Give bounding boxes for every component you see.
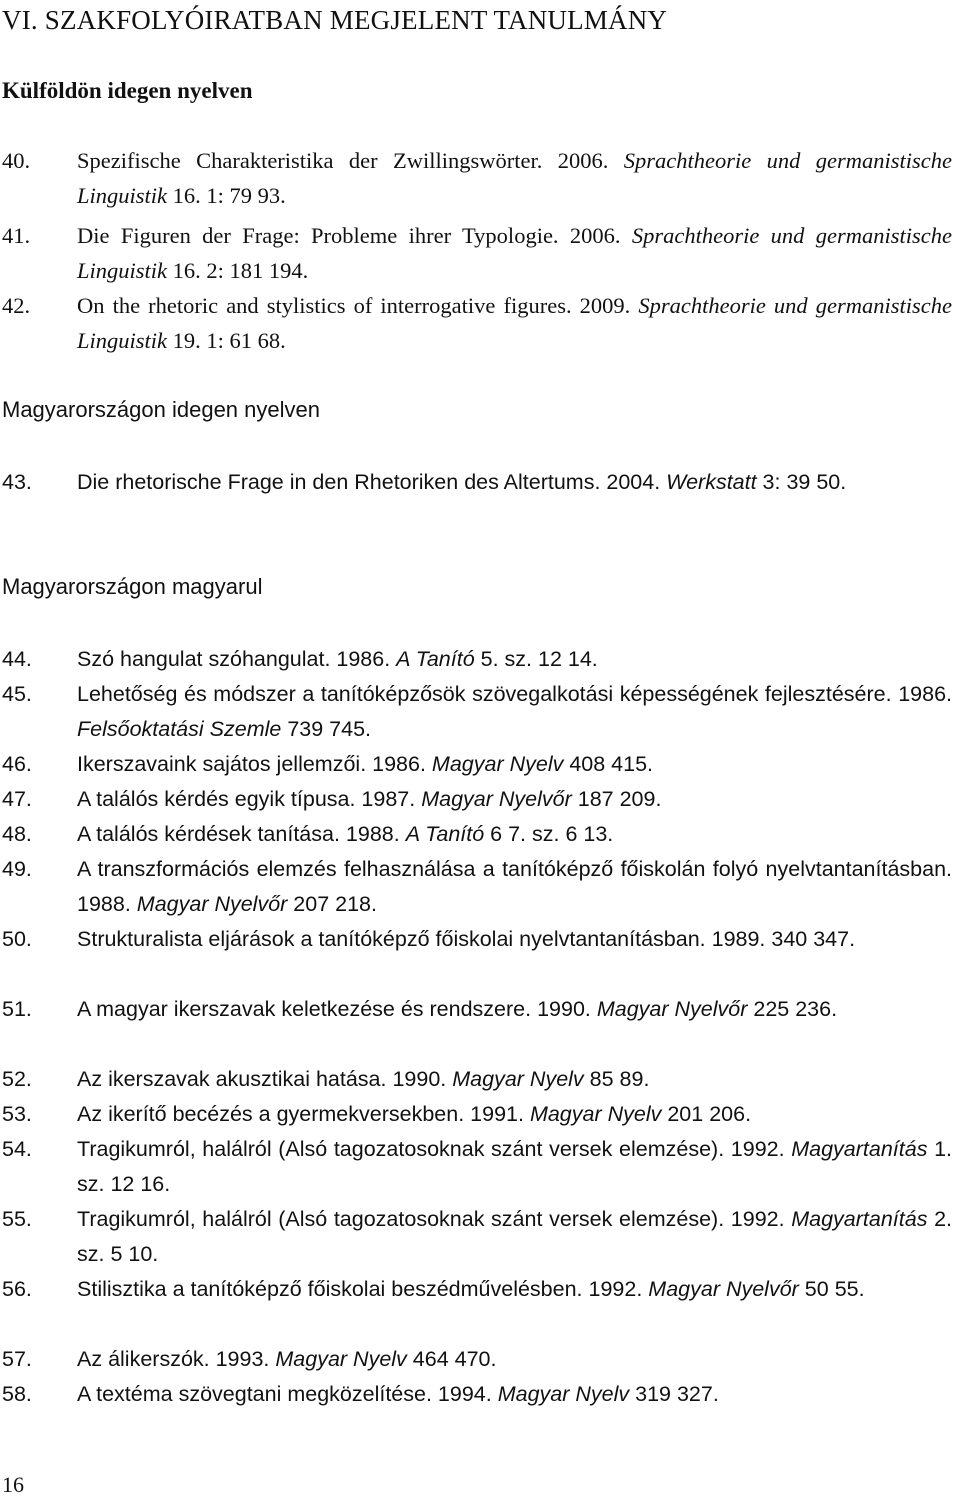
- entry-number: 56.: [2, 1277, 32, 1301]
- chapter-title: VI. SZAKFOLYÓIRATBAN MEGJELENT TANULMÁNY: [2, 5, 668, 35]
- entry-source: Magyar Nyelvőr: [648, 1277, 799, 1301]
- entry-title: On the rhetoric and stylistics of interrogative figures. 2009.: [77, 293, 639, 318]
- entry-source: Magyar Nyelvőr: [136, 892, 288, 916]
- entry-source: A Tanító: [405, 822, 485, 846]
- entry-pages: 225 236.: [747, 997, 838, 1021]
- entry-source: Magyar Nyelv: [275, 1347, 407, 1371]
- entry-source: Magyar Nyelvőr: [421, 787, 572, 811]
- entry-title: Szó hangulat szóhangulat. 1986.: [77, 647, 397, 671]
- entry-source: Magyar Nyelv: [431, 752, 564, 776]
- entry-number: 43.: [2, 470, 32, 494]
- entry-number: 54.: [2, 1137, 32, 1161]
- entry-source: Werkstatt: [666, 470, 757, 494]
- section-heading-hungary-hungarian: Magyarországon magyarul: [2, 574, 263, 599]
- entry-pages: 16. 2: 181 194.: [167, 258, 309, 283]
- entry-pages: 464 470.: [406, 1347, 497, 1371]
- entry-source: Magyartanítás: [791, 1207, 928, 1231]
- entry-number: 57.: [2, 1347, 32, 1371]
- entry-source: Sprachtheorie und germanistische Linguistik: [77, 293, 952, 353]
- entry-source: Sprachtheorie und germanistische Linguistik: [77, 223, 952, 283]
- entry-pages: 319 327.: [629, 1382, 719, 1406]
- entry-title: A magyar ikerszavak keletkezése és rendszere. 1990.: [77, 997, 597, 1021]
- entry-title: Tragikumról, halálról (Alsó tagozatosoknak szánt versek elemzése). 1992.: [77, 1137, 792, 1161]
- entry-number: 55.: [2, 1207, 32, 1231]
- entry-title: Ikerszavaink sajátos jellemzői. 1986.: [77, 752, 432, 776]
- entry-pages: 207 218.: [287, 892, 377, 916]
- entry-number: 51.: [2, 997, 32, 1021]
- entry-number: 50.: [2, 927, 32, 951]
- entry-title: Az ikerszavak akusztikai hatása. 1990.: [77, 1067, 453, 1091]
- entry-title: A transzformációs elemzés felhasználása a tanítóképző főiskolán folyó nyelvtantanításban. 1988.: [77, 857, 952, 916]
- entry-title: Die rhetorische Frage in den Rhetoriken des Altertums. 2004.: [77, 470, 667, 494]
- entry-pages: 739 745.: [281, 717, 372, 741]
- entry-source: Magyar Nyelvőr: [596, 997, 748, 1021]
- entry-number: 42.: [2, 293, 31, 318]
- entry-number: 53.: [2, 1102, 32, 1126]
- entry-title: Az álikerszók. 1993.: [77, 1347, 276, 1371]
- entry-title: Die Figuren der Frage: Probleme ihrer Typologie. 2006.: [77, 223, 632, 248]
- entry-source: Magyar Nyelv: [529, 1102, 662, 1126]
- section-heading-abroad: Külföldön idegen nyelven: [2, 78, 253, 103]
- entry-title: Lehetőség és módszer a tanítóképzősök szövegalkotási képességének fejlesztésére. 1986.: [77, 682, 952, 706]
- entry-source: Magyartanítás: [791, 1137, 928, 1161]
- entry-pages: 201 206.: [661, 1102, 752, 1126]
- entry-pages: 19. 1: 61 68.: [167, 328, 286, 353]
- entry-pages: 5. sz. 12 14.: [474, 647, 598, 671]
- entry-title: Strukturalista eljárások a tanítóképző főiskolai nyelvtantanításban. 1989. 340 347.: [77, 927, 856, 951]
- entry-number: 52.: [2, 1067, 32, 1091]
- entry-pages: 50 55.: [798, 1277, 865, 1301]
- section-heading-hungary-foreign: Magyarországon idegen nyelven: [2, 397, 320, 422]
- entry-source: Felsőoktatási Szemle: [77, 717, 282, 741]
- entry-title: A találós kérdések tanítása. 1988.: [77, 822, 406, 846]
- entry-pages: 85 89.: [583, 1067, 650, 1091]
- entry-pages: 3: 39 50.: [756, 470, 847, 494]
- entry-title: Az ikerítő becézés a gyermekversekben. 1991.: [77, 1102, 530, 1126]
- entry-number: 49.: [2, 857, 32, 881]
- entry-source: A Tanító: [396, 647, 475, 671]
- entry-title: Tragikumról, halálról (Alsó tagozatosoknak szánt versek elemzése). 1992.: [77, 1207, 792, 1231]
- entry-pages: 187 209.: [571, 787, 662, 811]
- entry-number: 45.: [2, 682, 32, 706]
- entry-number: 48.: [2, 822, 32, 846]
- entry-title: Spezifische Charakteristika der Zwillingswörter. 2006.: [77, 148, 624, 173]
- page-number: 16: [2, 1472, 24, 1497]
- entry-title: A találós kérdés egyik típusa. 1987.: [77, 787, 422, 811]
- entry-pages: 1. sz. 12 16.: [77, 1137, 953, 1196]
- entry-title: A textéma szövegtani megközelítése. 1994.: [77, 1382, 498, 1406]
- entry-pages: 408 415.: [563, 752, 654, 776]
- entry-number: 58.: [2, 1382, 32, 1406]
- entry-source: Sprachtheorie und germanistische Linguistik: [77, 148, 952, 208]
- entry-pages: 6 7. sz. 6 13.: [484, 822, 614, 846]
- entry-number: 40.: [2, 148, 31, 173]
- entry-number: 41.: [2, 223, 31, 248]
- entry-number: 47.: [2, 787, 32, 811]
- entry-pages: 2. sz. 5 10.: [77, 1207, 953, 1266]
- entry-title: Stilisztika a tanítóképző főiskolai beszédművelésben. 1992.: [77, 1277, 649, 1301]
- entry-source: Magyar Nyelv: [452, 1067, 584, 1091]
- entry-source: Magyar Nyelv: [497, 1382, 630, 1406]
- entry-number: 46.: [2, 752, 32, 776]
- entry-pages: 16. 1: 79 93.: [167, 183, 286, 208]
- entry-number: 44.: [2, 647, 32, 671]
